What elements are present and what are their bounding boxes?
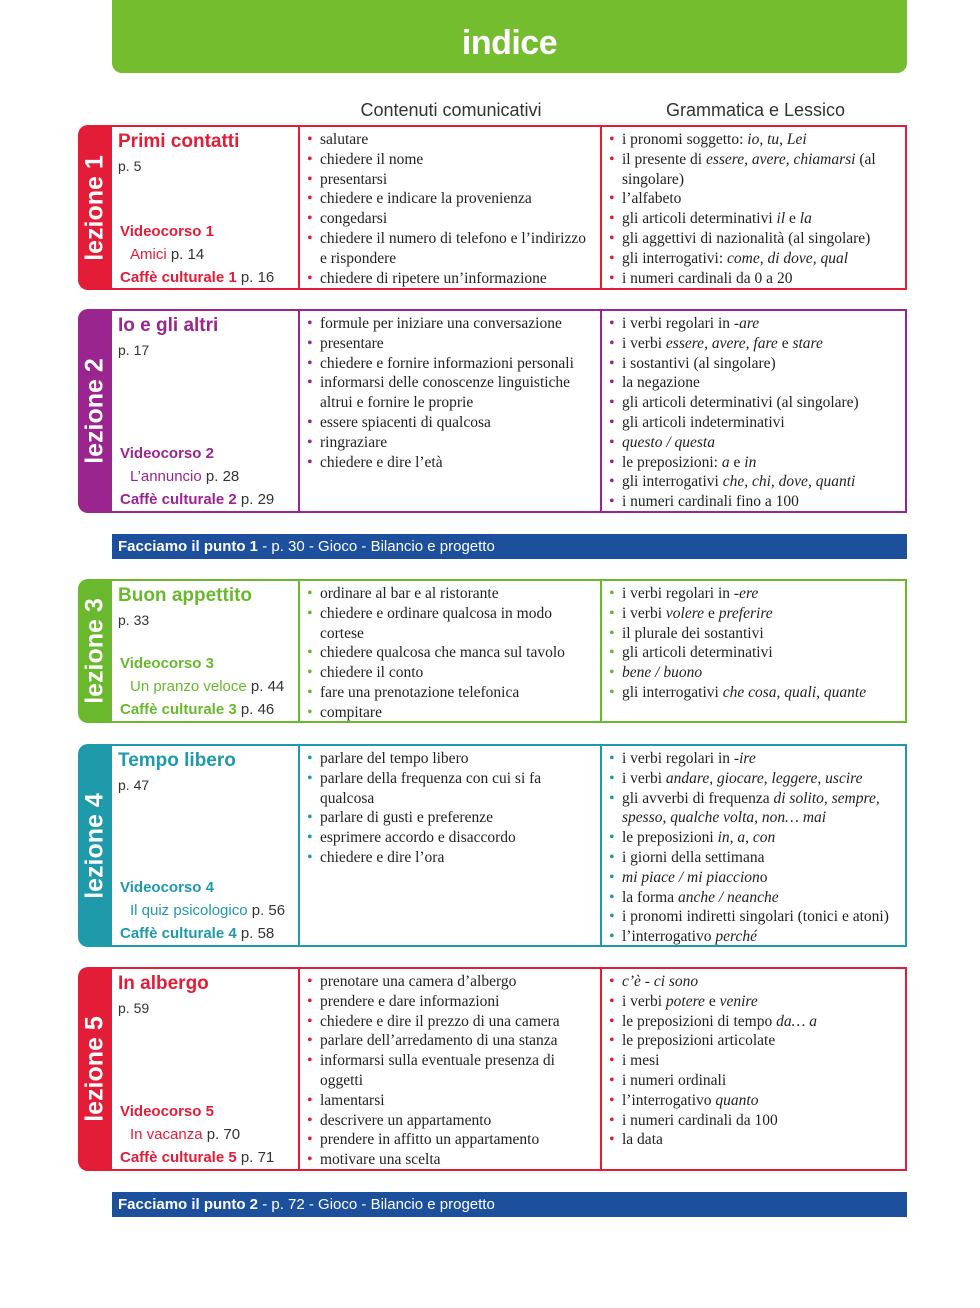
grammar-item: • i verbi regolari in -are	[622, 314, 901, 334]
communicative-item: • parlare dell’arredamento di una stanza	[320, 1031, 596, 1051]
caffe-culturale-entry[interactable]	[120, 1149, 274, 1166]
caffe-culturale-label: Caffè culturale 4	[120, 925, 237, 942]
caffe-culturale-page: p. 16	[240, 269, 275, 286]
communicative-item: • compitare	[320, 703, 596, 723]
grammar-item: • i pronomi indiretti singolari (tonici e atoni)	[622, 907, 901, 927]
communicative-item: • chiedere e fornire informazioni personali	[320, 354, 596, 374]
communicative-item: • chiedere e dire l’ora	[320, 848, 596, 868]
videocorso-entry[interactable]	[130, 902, 285, 919]
communicative-item: • chiedere il conto	[320, 663, 596, 683]
communicative-item: • fare una prenotazione telefonica	[320, 683, 596, 703]
communicative-item: • salutare	[320, 130, 596, 150]
communicative-item: • informarsi delle conoscenze linguistiche altrui e fornire le proprie	[320, 373, 596, 413]
review-bar-title: Facciamo il punto 1	[118, 538, 259, 555]
grammar-item: • i verbi andare, giocare, leggere, uscire	[622, 769, 901, 789]
grammar-item: • gli interrogativi che cosa, quali, quante	[622, 683, 901, 703]
communicative-item: • congedarsi	[320, 209, 596, 229]
communicative-item: • parlare del tempo libero	[320, 749, 596, 769]
caffe-culturale-label: Caffè culturale 2	[120, 491, 237, 508]
grammar-item: • bene / buono	[622, 663, 901, 683]
communicative-item: • presentarsi	[320, 170, 596, 190]
videocorso-page: p. 14	[170, 246, 205, 263]
grammar-item: • gli avverbi di frequenza di solito, sempre, spesso, qualche volta, non… mai	[622, 789, 901, 829]
grammar-cell	[602, 967, 907, 1171]
communicative-item: • formule per iniziare una conversazione	[320, 314, 596, 334]
grammar-item: • i numeri ordinali	[622, 1071, 901, 1091]
communicative-item: • motivare una scelta	[320, 1150, 596, 1170]
lesson-block	[78, 967, 907, 1171]
grammar-item: • la forma anche / neanche	[622, 888, 901, 908]
caffe-culturale-page: p. 71	[240, 1149, 275, 1166]
lesson-page: p. 33	[118, 612, 150, 628]
grammar-item: • il presente di essere, avere, chiamarsi (al singolare)	[622, 150, 901, 190]
grammar-item: • gli interrogativi: come, di dove, qual	[622, 249, 901, 269]
grammar-list	[602, 311, 905, 512]
caffe-culturale-page: p. 46	[240, 701, 275, 718]
videocorso-entry[interactable]	[130, 246, 204, 263]
videocorso-label: Videocorso 3	[120, 655, 214, 672]
lesson-number: lezione 4	[80, 792, 109, 899]
communicative-item: • essere spiacenti di qualcosa	[320, 413, 596, 433]
header-banner	[112, 0, 907, 73]
lesson-page: p. 17	[118, 342, 150, 358]
videocorso-entry[interactable]	[130, 468, 239, 485]
communicative-list	[300, 311, 600, 472]
lesson-number: lezione 2	[80, 358, 109, 464]
grammar-item: • i verbi volere e preferire	[622, 604, 901, 624]
grammar-cell	[602, 125, 907, 290]
lesson-title[interactable]: Buon appettito	[118, 585, 253, 606]
grammar-item: • l’alfabeto	[622, 189, 901, 209]
videocorso-page: p. 70	[206, 1126, 241, 1143]
grammar-item: • i numeri cardinali da 0 a 20	[622, 269, 901, 289]
grammar-list	[602, 746, 905, 947]
videocorso-title: In vacanza	[130, 1126, 203, 1143]
caffe-culturale-page: p. 29	[240, 491, 275, 508]
lesson-page: p. 5	[118, 158, 142, 174]
grammar-cell	[602, 744, 907, 947]
communicative-item: • chiedere e dire l’età	[320, 453, 596, 473]
communicative-item: • prenotare una camera d’albergo	[320, 972, 596, 992]
communicative-item: • ringraziare	[320, 433, 596, 453]
grammar-item: • i numeri cardinali da 100	[622, 1111, 901, 1131]
communicative-cell	[298, 309, 602, 513]
communicative-cell	[298, 967, 602, 1171]
lesson-block	[78, 309, 907, 513]
videocorso-entry[interactable]	[130, 678, 284, 695]
grammar-item: • le preposizioni: a e in	[622, 453, 901, 473]
communicative-item: • esprimere accordo e disaccordo	[320, 828, 596, 848]
grammar-item: • l’interrogativo perché	[622, 927, 901, 947]
grammar-item: • le preposizioni in, a, con	[622, 828, 901, 848]
caffe-culturale-entry[interactable]	[120, 701, 274, 718]
grammar-item: • i numeri cardinali fino a 100	[622, 492, 901, 512]
videocorso-page: p. 44	[250, 678, 285, 695]
communicative-list	[300, 969, 600, 1170]
page-title: indice	[461, 24, 558, 62]
caffe-culturale-page: p. 58	[240, 925, 275, 942]
communicative-item: • ordinare al bar e al ristorante	[320, 584, 596, 604]
grammar-item: • gli articoli determinativi (al singolare)	[622, 393, 901, 413]
lesson-title[interactable]: Io e gli altri	[118, 315, 219, 336]
grammar-list	[602, 127, 905, 288]
grammar-item: • gli aggettivi di nazionalità (al singolare)	[622, 229, 901, 249]
videocorso-label: Videocorso 4	[120, 879, 214, 896]
videocorso-page: p. 56	[251, 902, 286, 919]
communicative-item: • chiedere e dire il prezzo di una camera	[320, 1012, 596, 1032]
grammar-item: • questo / questa	[622, 433, 901, 453]
grammar-list	[602, 581, 905, 703]
grammar-list	[602, 969, 905, 1150]
lesson-tab	[78, 967, 112, 1171]
grammar-item: • la negazione	[622, 373, 901, 393]
grammar-item: • le preposizioni articolate	[622, 1031, 901, 1051]
videocorso-title: L’annuncio	[130, 468, 202, 485]
review-bar[interactable]	[112, 1192, 907, 1217]
grammar-item: • i verbi essere, avere, fare e stare	[622, 334, 901, 354]
lesson-info-cell	[112, 744, 298, 947]
communicative-item: • informarsi sulla eventuale presenza di oggetti	[320, 1051, 596, 1091]
lesson-block	[78, 125, 907, 290]
caffe-culturale-label: Caffè culturale 5	[120, 1149, 237, 1166]
lesson-info-cell	[112, 125, 298, 290]
lesson-info-cell	[112, 579, 298, 723]
communicative-item: • chiedere di ripetere un’informazione	[320, 269, 596, 289]
communicative-item: • chiedere e ordinare qualcosa in modo cortese	[320, 604, 596, 644]
communicative-list	[300, 746, 600, 868]
grammar-item: • i verbi regolari in -ere	[622, 584, 901, 604]
grammar-item: • i verbi regolari in -ire	[622, 749, 901, 769]
review-bar-title: Facciamo il punto 2	[118, 1196, 259, 1213]
grammar-item: • le preposizioni di tempo da… a	[622, 1012, 901, 1032]
grammar-item: • l’interrogativo quanto	[622, 1091, 901, 1111]
lesson-number: lezione 5	[80, 1016, 109, 1122]
grammar-item: • mi piace / mi piacciono	[622, 868, 901, 888]
review-bar[interactable]	[112, 534, 907, 559]
videocorso-label: Videocorso 5	[120, 1103, 214, 1120]
grammar-item: • i mesi	[622, 1051, 901, 1071]
grammar-item: • gli articoli determinativi il e la	[622, 209, 901, 229]
videocorso-entry[interactable]	[130, 1126, 240, 1143]
communicative-cell	[298, 579, 602, 723]
column-header-grammar: Grammatica e Lessico	[665, 100, 846, 120]
communicative-cell	[298, 744, 602, 947]
communicative-item: • prendere in affitto un appartamento	[320, 1130, 596, 1150]
videocorso-label: Videocorso 2	[120, 445, 214, 462]
review-bar-details: - p. 30 - Gioco - Bilancio e progetto	[258, 538, 495, 555]
lesson-title[interactable]: In albergo	[118, 973, 209, 994]
videocorso-title: Il quiz psicologico	[130, 902, 248, 919]
lesson-tab	[78, 125, 112, 290]
review-bar-details: - p. 72 - Gioco - Bilancio e progetto	[258, 1196, 495, 1213]
grammar-item: • la data	[622, 1130, 901, 1150]
communicative-item: • presentare	[320, 334, 596, 354]
lesson-number: lezione 3	[80, 598, 109, 704]
grammar-item: • il plurale dei sostantivi	[622, 624, 901, 644]
grammar-item: • i giorni della settimana	[622, 848, 901, 868]
grammar-item: • gli articoli indeterminativi	[622, 413, 901, 433]
communicative-cell	[298, 125, 602, 290]
communicative-item: • parlare di gusti e preferenze	[320, 808, 596, 828]
column-header-communicative: Contenuti comunicativi	[360, 100, 542, 120]
communicative-item: • prendere e dare informazioni	[320, 992, 596, 1012]
communicative-item: • chiedere il numero di telefono e l’indirizzo e rispondere	[320, 229, 596, 269]
videocorso-title: Amici	[130, 246, 167, 263]
lesson-tab	[78, 744, 112, 947]
lesson-info-cell	[112, 967, 298, 1171]
grammar-item: • gli articoli determinativi	[622, 643, 901, 663]
videocorso-page: p. 28	[205, 468, 240, 485]
lesson-page: p. 47	[118, 777, 150, 793]
communicative-list	[300, 581, 600, 723]
caffe-culturale-label: Caffè culturale 1	[120, 269, 237, 286]
videocorso-title: Un pranzo veloce	[130, 678, 247, 695]
lesson-info-cell	[112, 309, 298, 513]
communicative-item: • chiedere e indicare la provenienza	[320, 189, 596, 209]
lesson-tab	[78, 309, 112, 513]
caffe-culturale-entry[interactable]	[120, 925, 274, 942]
caffe-culturale-label: Caffè culturale 3	[120, 701, 237, 718]
lesson-title[interactable]: Tempo libero	[118, 750, 236, 771]
communicative-item: • descrivere un appartamento	[320, 1111, 596, 1131]
lesson-block	[78, 744, 907, 947]
grammar-item: • i verbi potere e venire	[622, 992, 901, 1012]
lesson-title[interactable]: Primi contatti	[118, 131, 240, 152]
grammar-item: • c’è - ci sono	[622, 972, 901, 992]
communicative-item: • parlare della frequenza con cui si fa qualcosa	[320, 769, 596, 809]
grammar-item: • i sostantivi (al singolare)	[622, 354, 901, 374]
lesson-number: lezione 1	[80, 154, 109, 261]
lesson-page: p. 59	[118, 1000, 150, 1016]
communicative-item: • chiedere il nome	[320, 150, 596, 170]
communicative-item: • chiedere qualcosa che manca sul tavolo	[320, 643, 596, 663]
grammar-item: • i pronomi soggetto: io, tu, Lei	[622, 130, 901, 150]
grammar-cell	[602, 579, 907, 723]
videocorso-label: Videocorso 1	[120, 223, 214, 240]
grammar-cell	[602, 309, 907, 513]
communicative-item: • lamentarsi	[320, 1091, 596, 1111]
caffe-culturale-entry[interactable]	[120, 269, 274, 286]
communicative-list	[300, 127, 600, 288]
grammar-item: • gli interrogativi che, chi, dove, quanti	[622, 472, 901, 492]
lesson-tab	[78, 579, 112, 723]
lesson-block	[78, 579, 907, 723]
caffe-culturale-entry[interactable]	[120, 491, 274, 508]
